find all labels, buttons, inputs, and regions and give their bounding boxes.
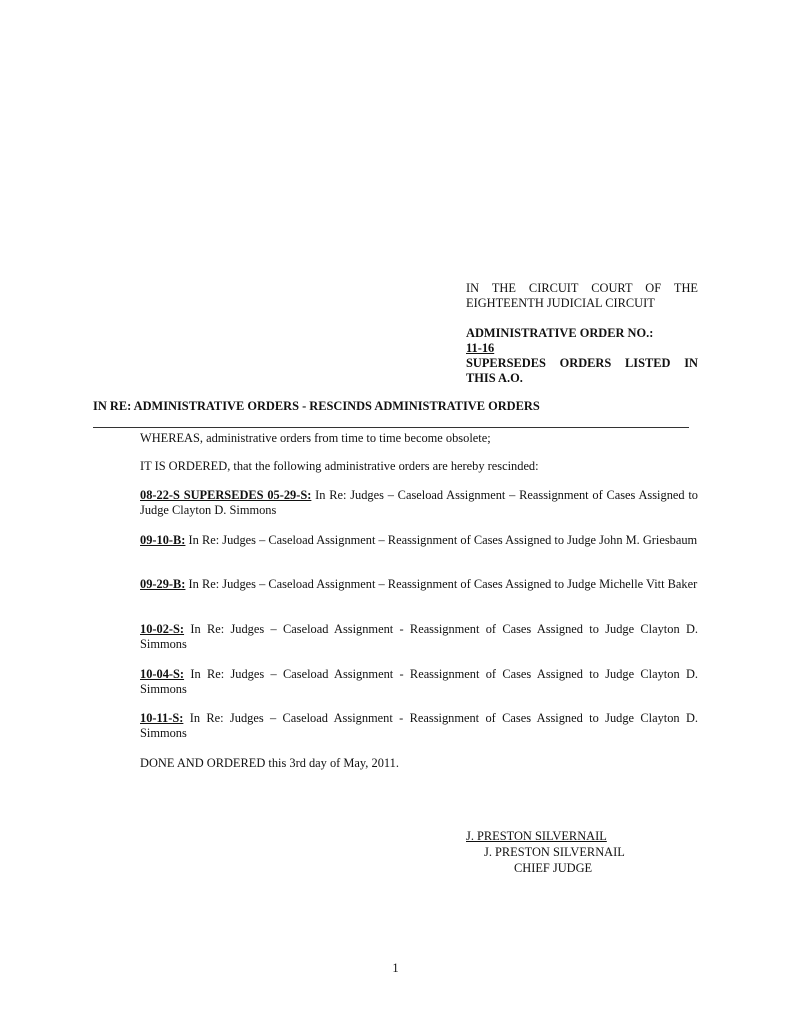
it-is-ordered-paragraph: IT IS ORDERED, that the following administrative orders are hereby rescinded: [140,459,539,473]
order-code: 10-02-S: [140,622,185,636]
rescinded-order-item [140,622,698,652]
order-description: In Re: Judges – Caseload Assignment - Reassignment of Cases Assigned to Judge Clayton D. Simmons [140,667,698,696]
judge-title: CHIEF JUDGE [514,861,593,875]
order-code: 08-22-S SUPERSEDES 05-29-S: [140,488,312,502]
order-description: In Re: Judges – Caseload Assignment – Reassignment of Cases Assigned to Judge Michelle Vitt Baker [185,577,698,591]
rescinded-order-item [140,711,698,741]
court-name-line1: IN THE CIRCUIT COURT OF THE [466,281,698,295]
page-number: 1 [392,961,399,975]
order-code: 09-29-B: [140,577,186,591]
in-re-heading: IN RE: ADMINISTRATIVE ORDERS - RESCINDS ADMINISTRATIVE ORDERS [93,399,540,413]
order-code: 10-04-S: [140,667,185,681]
order-description: In Re: Judges – Caseload Assignment - Reassignment of Cases Assigned to Judge Clayton D. Simmons [140,711,698,740]
rescinded-order-item [140,533,698,548]
whereas-paragraph: WHEREAS, administrative orders from time to time become obsolete; [140,431,491,445]
supersedes-line1: SUPERSEDES ORDERS LISTED IN [466,356,698,370]
order-description: In Re: Judges – Caseload Assignment - Reassignment of Cases Assigned to Judge Clayton D. Simmons [140,622,698,651]
judge-printed-name: J. PRESTON SILVERNAIL [484,845,625,859]
case-caption [466,281,698,386]
order-code: 10-11-S: [140,711,184,725]
rescinded-order-item [140,577,698,592]
order-number: 11-16 [466,341,495,355]
rescinded-order-item [140,667,698,697]
signature-line: J. PRESTON SILVERNAIL [466,829,607,843]
order-description: In Re: Judges – Caseload Assignment – Reassignment of Cases Assigned to Judge John M. Griesbaum [185,533,698,547]
heading-divider [93,427,689,428]
supersedes-line2: THIS A.O. [466,371,523,385]
order-description: In Re: Judges – Caseload Assignment – Reassignment of Cases Assigned to Judge Clayton D. Simmons [140,488,698,517]
done-and-ordered: DONE AND ORDERED this 3rd day of May, 2011. [140,756,399,770]
court-name-line2: EIGHTEENTH JUDICIAL CIRCUIT [466,296,655,310]
order-number-label: ADMINISTRATIVE ORDER NO.: [466,326,654,340]
order-code: 09-10-B: [140,533,186,547]
rescinded-order-item [140,488,698,518]
